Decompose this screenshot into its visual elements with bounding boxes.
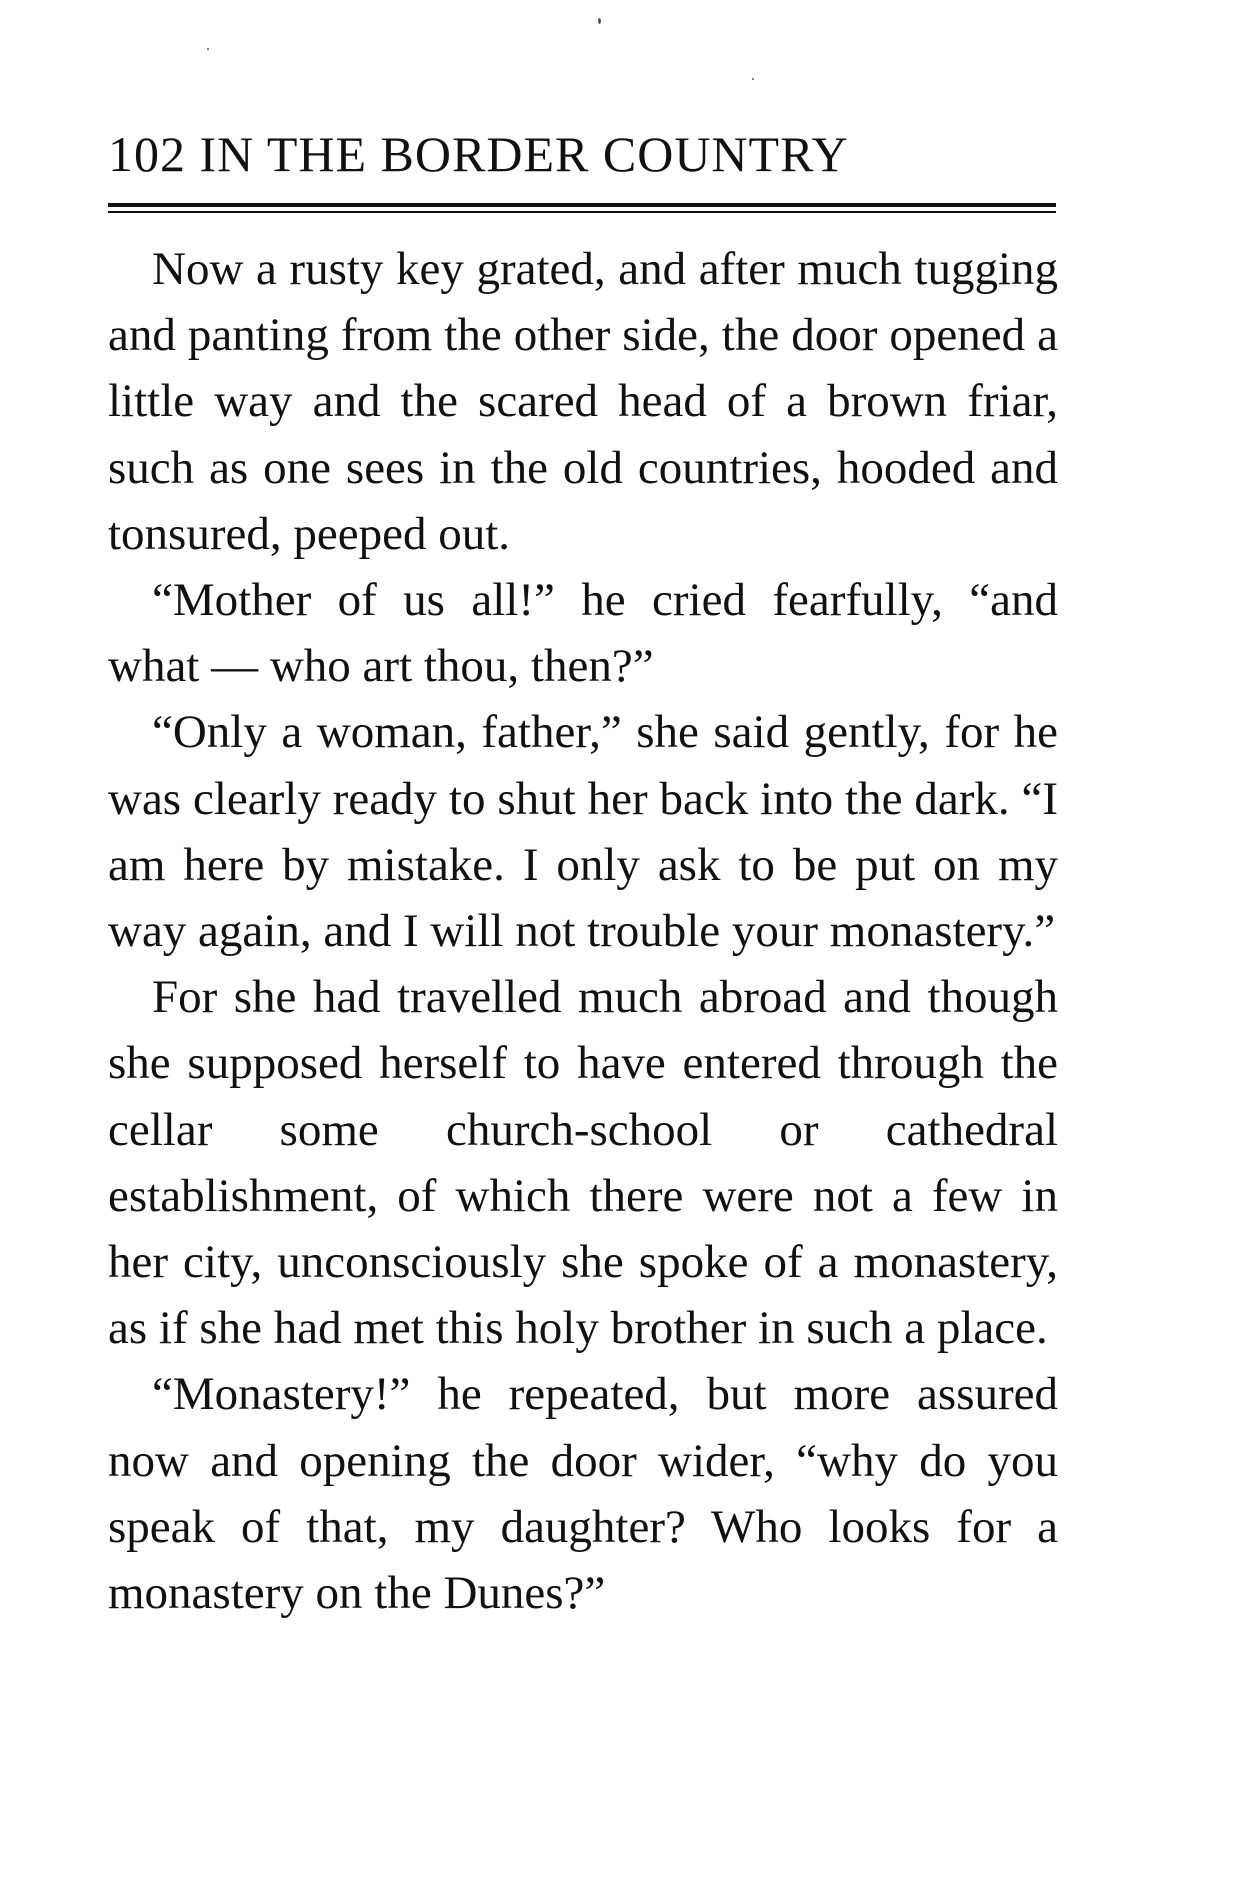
header-rule-thin bbox=[108, 211, 1056, 213]
page-number: 102 bbox=[108, 126, 186, 182]
header-rule-thick bbox=[108, 203, 1056, 207]
scan-speck bbox=[598, 18, 601, 24]
paragraph: “Mother of us all!” he cried fearfully, “and what — who art thou, then?” bbox=[108, 574, 1058, 693]
scan-speck bbox=[207, 48, 209, 50]
paragraph: “Only a woman, father,” she said gently, for he was clearly ready to shut her back into the dark. “I am here by mistake. I only ask to be put on my way again, and I will not trouble your monastery.” bbox=[108, 706, 1058, 958]
paragraph: “Monastery!” he repeated, but more assured now and opening the door wider, “why do you speak of that, my daughter? Who looks for a monastery on the Dunes?” bbox=[108, 1368, 1058, 1620]
paragraph: For she had travelled much abroad and though she supposed herself to have entered through the cellar some church-school or cathedral establishment, of which there were not a few in her city, unconsciously she spoke of a monastery, as if she had met this holy brother in such a place. bbox=[108, 971, 1058, 1355]
running-head bbox=[108, 124, 1053, 184]
body-text bbox=[108, 236, 1058, 1626]
running-title: IN THE BORDER COUNTRY bbox=[199, 126, 849, 182]
scan-speck bbox=[752, 78, 754, 80]
paragraph: Now a rusty key grated, and after much tugging and panting from the other side, the door opened a little way and the scared head of a brown friar, such as one sees in the old countries, hooded and tonsured, peeped out. bbox=[108, 243, 1058, 560]
